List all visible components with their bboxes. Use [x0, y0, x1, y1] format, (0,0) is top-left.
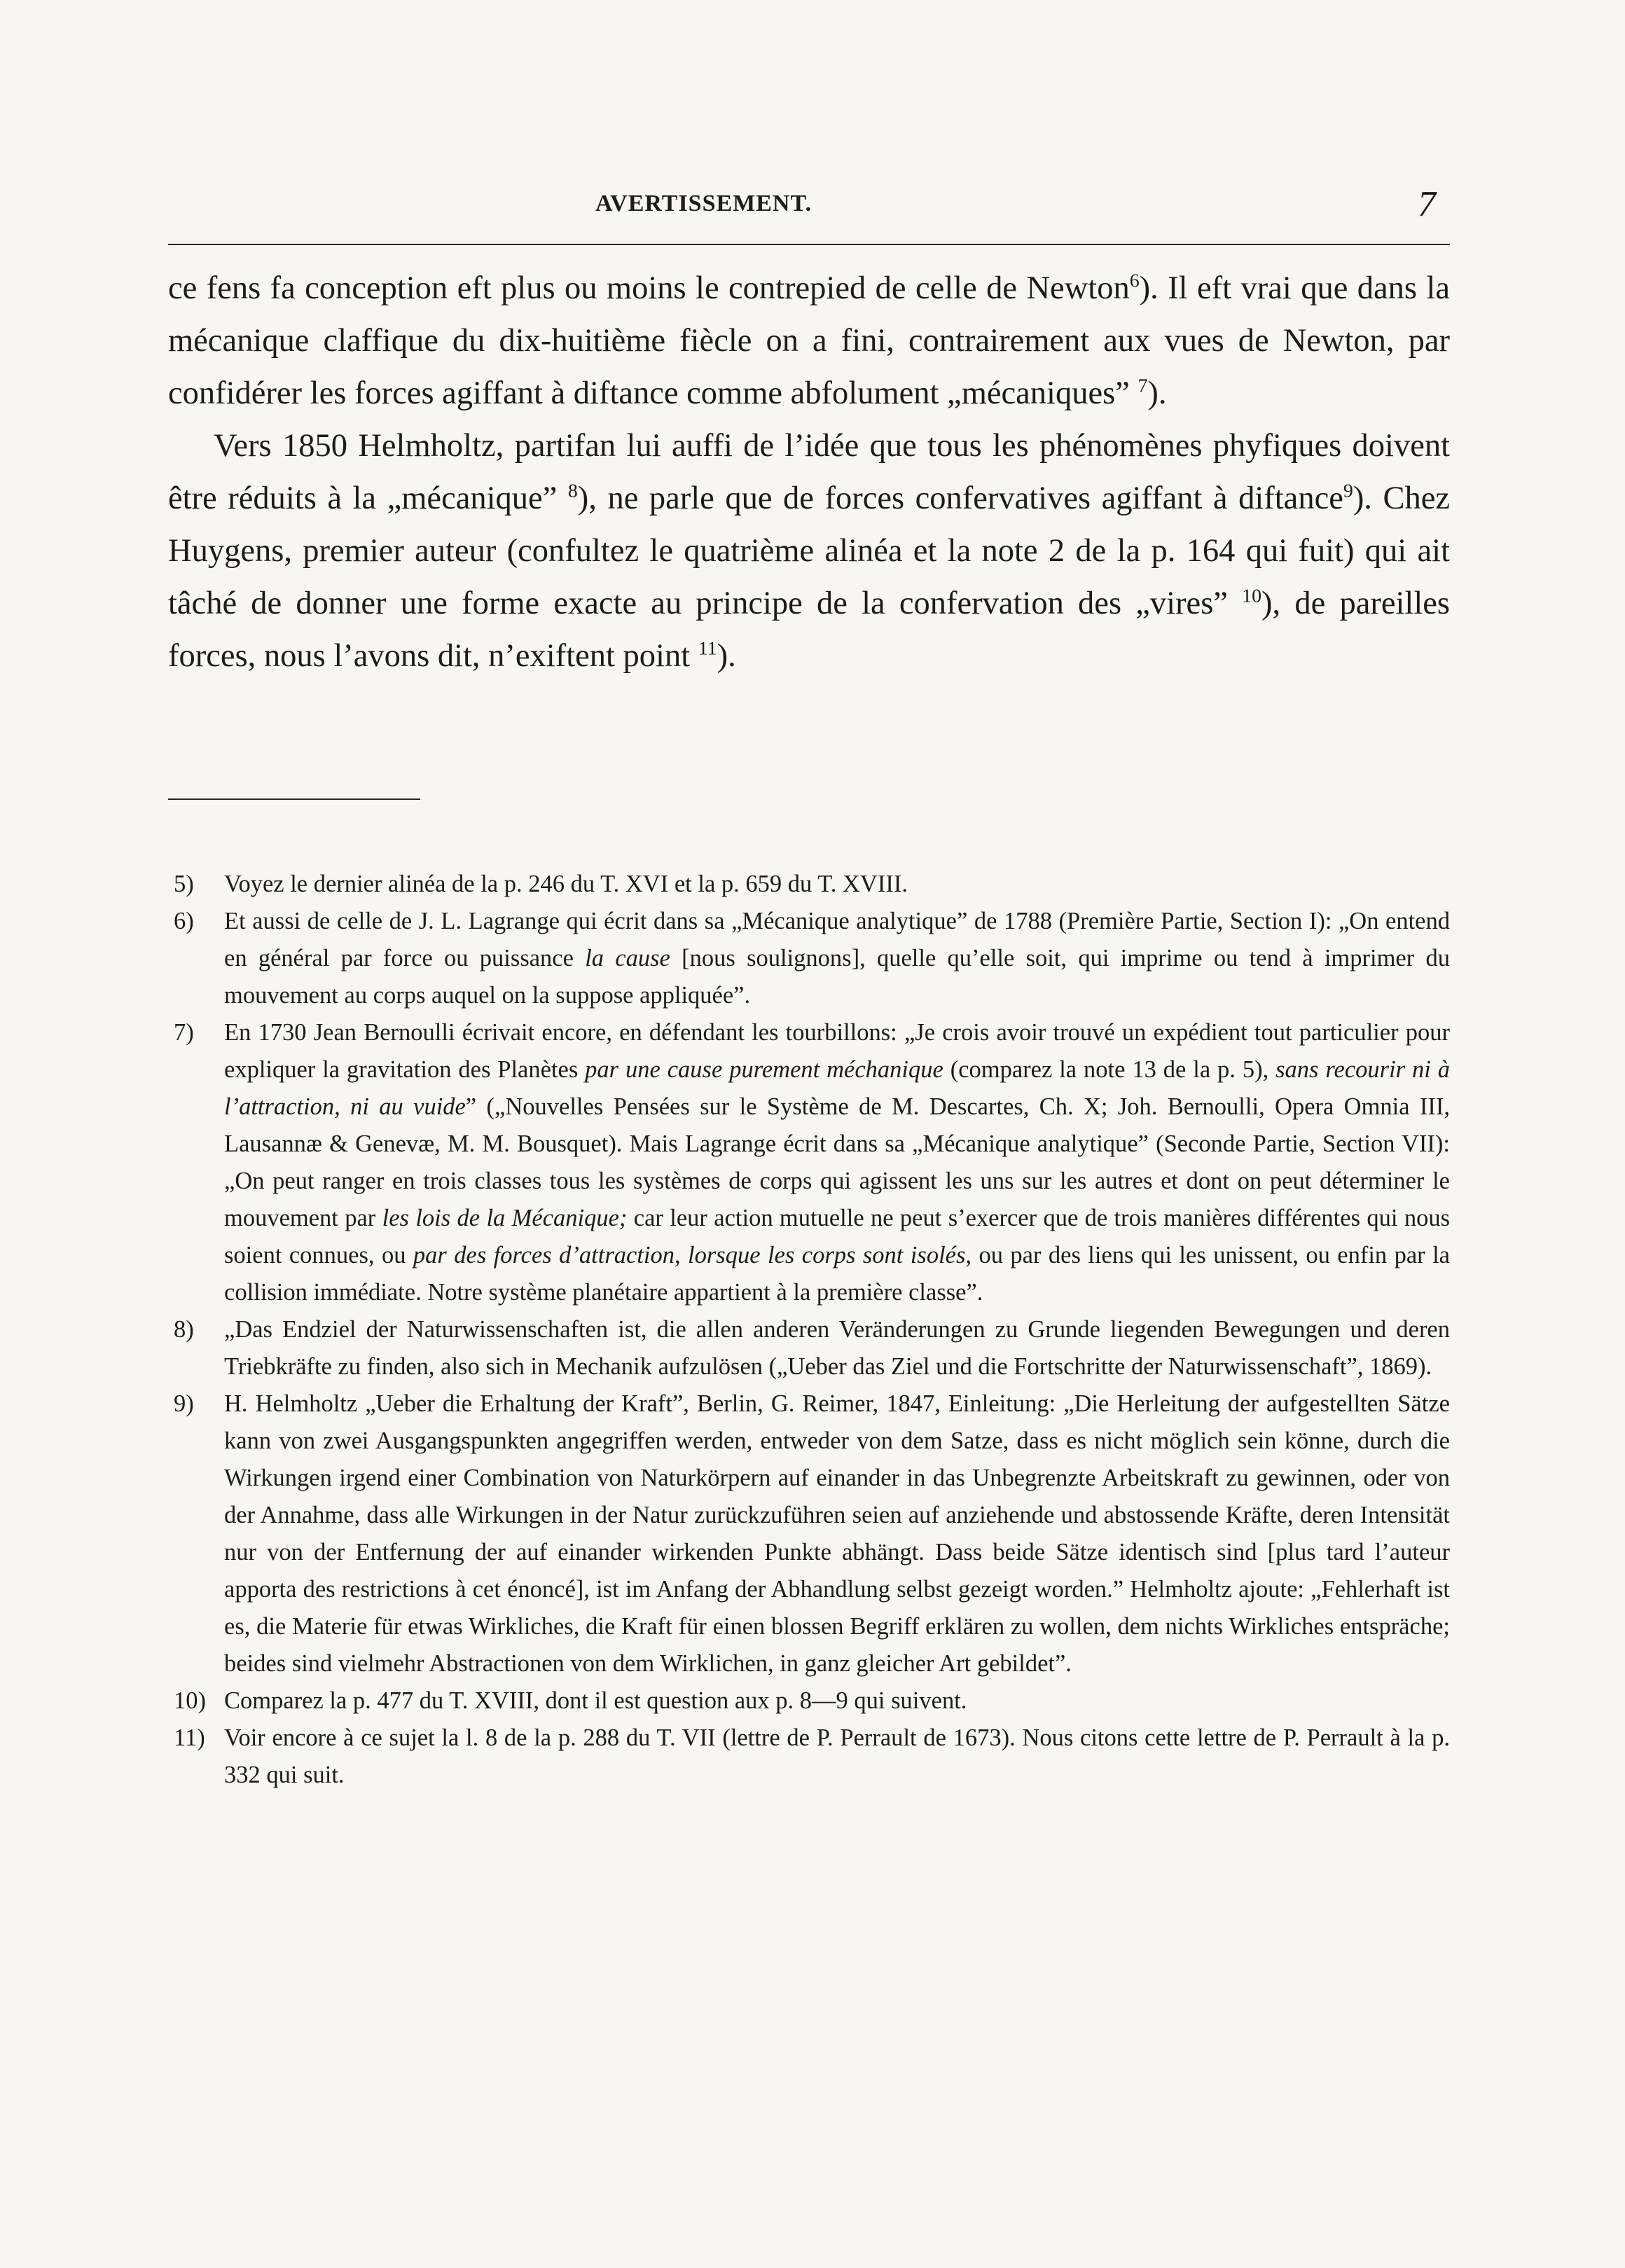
note-ref: 10	[1242, 585, 1262, 607]
footnote-text: Comparez la p. 477 du T. XVIII, dont il est question aux p. 8—9 qui suivent.	[224, 1687, 967, 1714]
main-text	[168, 262, 1450, 682]
footnote-5	[168, 866, 1450, 903]
footnote-mark: 11)	[174, 1724, 205, 1751]
note-ref: 9	[1343, 480, 1353, 502]
footnote-text: ” („Nouvelles Pensées sur le Système de M. Descartes, Ch. X; Joh. Bernoulli, Opera Omnia III, Lausannæ & Genevæ, M. M. Bousquet). Mais Lagrange écrit dans sa „Mécanique analytique” (Seconde Partie, Section VII): „On peut ranger en trois classes tous les systèmes de corps qui agissent les uns sur les autres et dont on peut déterminer le mouvement par	[224, 1093, 1451, 1231]
footnote-text: (comparez la note 13 de la p. 5),	[943, 1056, 1276, 1083]
footnote-italic: sans recourir ni à l’attraction, ni au vuide	[224, 1056, 1450, 1120]
note-ref: 8	[567, 480, 578, 502]
note-ref: 7	[1138, 375, 1148, 397]
footnote-mark: 9)	[174, 1390, 194, 1417]
footnote-8	[168, 1311, 1450, 1385]
paragraph	[168, 420, 1450, 682]
footnote-text: Voyez le dernier alinéa de la p. 246 du T. XVI et la p. 659 du T. XVIII.	[224, 871, 908, 897]
footnote-italic: par une cause purement méchanique	[585, 1056, 943, 1083]
note-ref: 6	[1129, 270, 1140, 292]
footnote-mark: 8)	[174, 1316, 194, 1343]
footnote-text: ou par des liens qui les unissent, ou enfin par la collision immédiate. Notre système planétaire appartient à la première classe”.	[224, 1242, 1450, 1306]
footnotes	[168, 866, 1450, 1794]
text-run: ce fens fa conception eft plus ou moins le contrepied de celle de Newton	[168, 270, 1130, 306]
footnote-text: En 1730 Jean Bernoulli écrivait encore, en défendant les tourbillons: „Je crois avoir trouvé un expédient tout particulier pour expliquer la gravitation des Planètes	[224, 1019, 1450, 1083]
text-run: ), de pareilles forces, nous l’avons dit, n’exiftent point	[168, 586, 1450, 674]
note-ref: 11	[698, 637, 717, 660]
footnote-mark: 5)	[174, 871, 194, 897]
footnote-text: Et aussi de celle de J. L. Lagrange qui écrit dans sa „Mécanique analytique” de 1788 (Première Partie, Section I): „On entend en général par force ou puissance	[224, 908, 1450, 971]
text-run: ), ne parle que de forces confervatives agiffant à diftance	[577, 480, 1343, 516]
running-title: AVERTISSEMENT.	[595, 191, 813, 216]
page-header	[168, 184, 1450, 226]
footnote-italic: la cause	[585, 945, 670, 971]
text-run: ).	[1147, 375, 1167, 411]
footnote-text: [nous soulignons], quelle qu’elle soit, qui imprime ou tend à imprimer du mouvement au corps auquel on la suppose appliquée”.	[224, 945, 1450, 1009]
footnote-italic: les lois de la Mécanique;	[382, 1205, 628, 1231]
text-run: ).	[717, 638, 736, 674]
footnote-rule	[168, 798, 420, 800]
header-rule	[168, 244, 1450, 245]
footnote-mark: 6)	[174, 908, 194, 934]
text-run: Vers 1850 Helmholtz, partifan lui auffi de l’idée que tous les phénomènes phyfiques doivent être réduits à la „mécanique”	[168, 428, 1450, 516]
footnote-text: Voir encore à ce sujet la l. 8 de la p. 288 du T. VII (lettre de P. Perrault de 1673). Nous citons cette lettre de P. Perrault à la p. 332 qui suit.	[224, 1724, 1450, 1788]
text-run: ). Il eft vrai que dans la mécanique claffique du dix-huitième fiècle on a fini, contrairement aux vues de Newton, par confidérer les forces agiffant à diftance comme abfolument „mécaniques”	[168, 270, 1450, 411]
footnote-text: car leur action mutuelle ne peut s’exercer que de trois manières différentes qui nous soient connues, ou	[224, 1205, 1450, 1268]
footnote-mark: 10)	[174, 1687, 206, 1714]
footnote-7	[168, 1014, 1450, 1311]
text-run: ). Chez Huygens, premier auteur (confultez le quatrième alinéa et la note 2 de la p. 164 qui fuit) qui ait tâché de donner une forme exacte au principe de la confervation des „vires”	[168, 480, 1451, 621]
footnote-9	[168, 1385, 1450, 1682]
page-number: 7	[1418, 184, 1436, 224]
footnote-6	[168, 903, 1450, 1014]
footnote-text: „Das Endziel der Naturwissenschaften ist, die allen anderen Veränderungen zu Grunde liegenden Bewegungen und deren Triebkräfte zu finden, also sich in Mechanik aufzulösen („Ueber das Ziel und die Fortschritte der Naturwissenschaft”, 1869).	[224, 1316, 1450, 1380]
footnote-10	[168, 1682, 1450, 1720]
footnote-11	[168, 1720, 1450, 1794]
paragraph	[168, 262, 1450, 420]
footnote-mark: 7)	[174, 1019, 194, 1046]
footnote-italic: par des forces d’attraction, lorsque les corps sont isolés,	[413, 1242, 972, 1268]
footnote-text: H. Helmholtz „Ueber die Erhaltung der Kraft”, Berlin, G. Reimer, 1847, Einleitung: „Die Herleitung der aufgestellten Sätze kann von zwei Ausgangspunkten angegriffen werden, entweder von dem Satze, dass es nicht möglich sein könne, durch die Wirkungen irgend einer Combination von Naturkörpern auf einander in das Unbegrenzte Arbeitskraft zu gewinnen, oder von der Annahme, dass alle Wirkungen in der Natur zurückzuführen seien auf anziehende und abstossende Kräfte, deren Intensität nur von der Entfernung der auf einander wirkenden Punkte abhängt. Dass beide Sätze identisch sind [plus tard l’auteur apporta des restrictions à cet énoncé], ist im Anfang der Abhandlung selbst gezeigt worden.” Helmholtz ajoute: „Fehlerhaft ist es, die Materie für etwas Wirkliches, die Kraft für einen blossen Begriff erklären zu wollen, dem nichts Wirkliches entspräche; beides sind vielmehr Abstractionen von dem Wirklichen, in ganz gleicher Art gebildet”.	[224, 1390, 1450, 1677]
page	[168, 0, 1450, 2268]
